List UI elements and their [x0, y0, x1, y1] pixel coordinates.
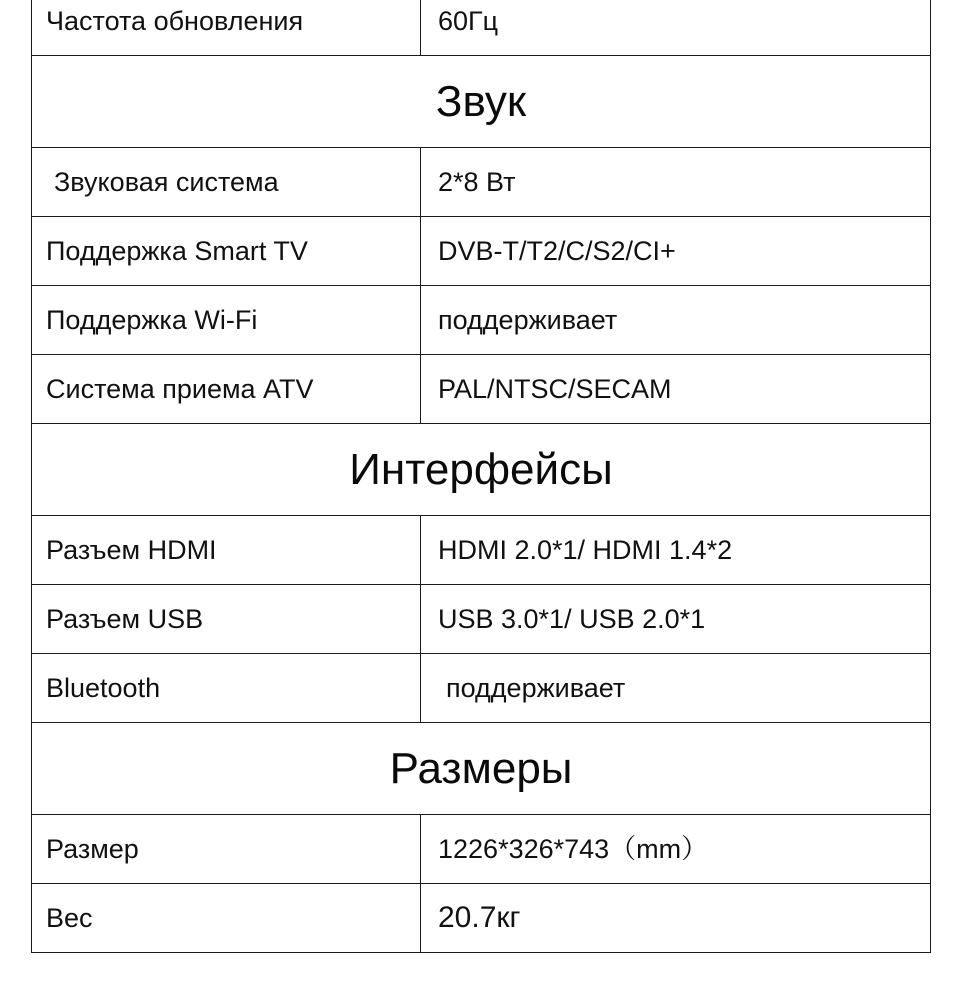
- section-title-dimensions: Размеры: [32, 723, 931, 815]
- smart-tv-value: DVB-T/T2/C/S2/CI+: [421, 217, 931, 286]
- section-header-sound: [32, 56, 931, 148]
- atv-value: PAL/NTSC/SECAM: [421, 355, 931, 424]
- atv-label: Система приема ATV: [32, 355, 421, 424]
- table-row-smart-tv: [32, 217, 931, 286]
- refresh-rate-label: Частота обновления: [32, 0, 421, 56]
- wifi-value: поддерживает: [421, 286, 931, 355]
- table-row-size: [32, 815, 931, 884]
- table-row-wifi: [32, 286, 931, 355]
- sound-system-value: 2*8 Вт: [421, 148, 931, 217]
- hdmi-label: Разъем HDMI: [32, 516, 421, 585]
- wifi-label: Поддержка Wi-Fi: [32, 286, 421, 355]
- table-row-sound-system: [32, 148, 931, 217]
- size-label: Размер: [32, 815, 421, 884]
- hdmi-value: HDMI 2.0*1/ HDMI 1.4*2: [421, 516, 931, 585]
- bluetooth-label: Bluetooth: [32, 654, 421, 723]
- section-title-interfaces: Интерфейсы: [32, 424, 931, 516]
- bluetooth-value: поддерживает: [421, 654, 931, 723]
- weight-label: Вес: [32, 884, 421, 953]
- table-row-bluetooth: [32, 654, 931, 723]
- weight-value: 20.7кг: [421, 884, 931, 953]
- size-value: 1226*326*743（mm）: [421, 815, 931, 884]
- refresh-rate-value: 60Гц: [421, 0, 931, 56]
- spec-table: [31, 0, 931, 953]
- section-title-sound: Звук: [32, 56, 931, 148]
- table-row-usb: [32, 585, 931, 654]
- table-row-weight: [32, 884, 931, 953]
- usb-value: USB 3.0*1/ USB 2.0*1: [421, 585, 931, 654]
- smart-tv-label: Поддержка Smart TV: [32, 217, 421, 286]
- sound-system-label: Звуковая система: [32, 148, 421, 217]
- table-row-atv: [32, 355, 931, 424]
- table-row-hdmi: [32, 516, 931, 585]
- section-header-interfaces: [32, 424, 931, 516]
- table-row-refresh-rate: [32, 0, 931, 56]
- usb-label: Разъем USB: [32, 585, 421, 654]
- section-header-dimensions: [32, 723, 931, 815]
